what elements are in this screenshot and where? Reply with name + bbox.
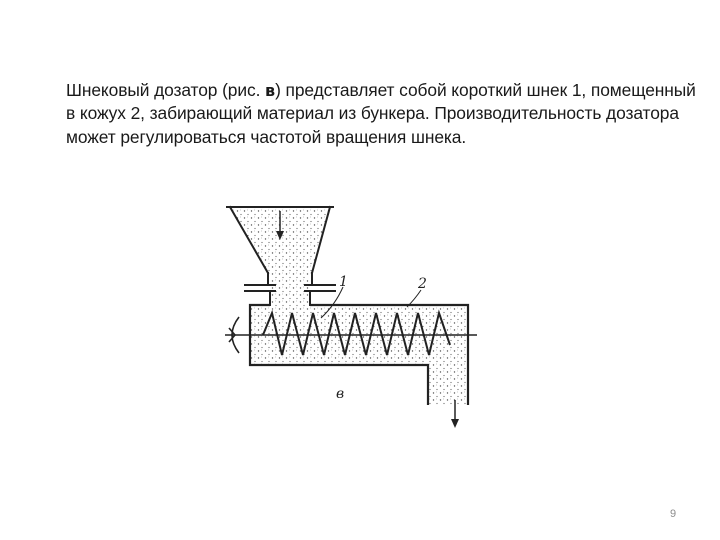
label-casing: 2 — [418, 276, 427, 292]
figure-reference: в — [265, 81, 276, 100]
label-screw: 1 — [339, 274, 348, 290]
label-figure-letter: в — [336, 386, 345, 402]
body-text-part-1: Шнековый дозатор (рис. — [66, 80, 266, 100]
slide-body-text — [66, 79, 696, 149]
screw-feeder-diagram — [215, 195, 495, 435]
page-number: 9 — [669, 508, 677, 520]
body-text-part-2: ) представляет собой короткий шнек 1, помещенный в кожух 2, забирающий материал из бункера. Производительность дозатора может регулироваться частотой вращения шнека. — [66, 80, 696, 147]
